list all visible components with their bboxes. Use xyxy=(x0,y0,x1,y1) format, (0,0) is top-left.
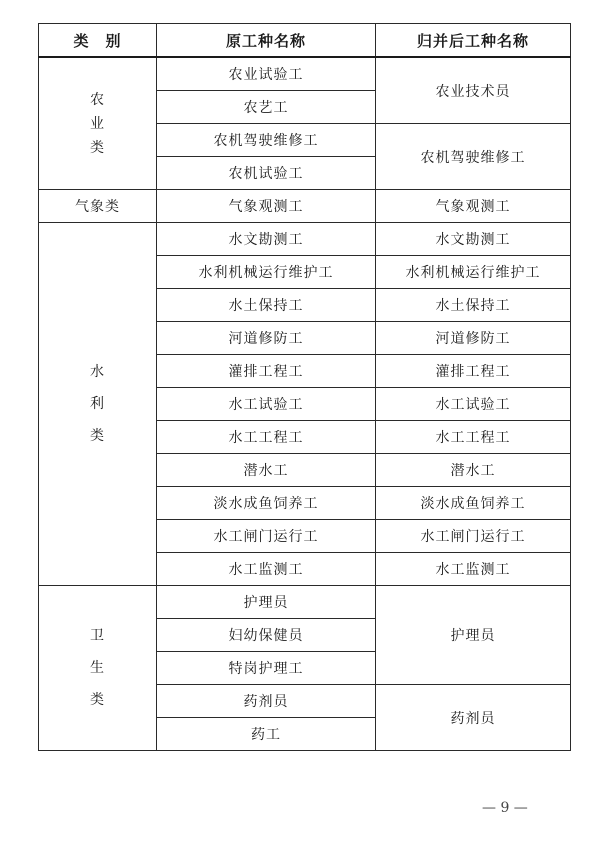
merged-name-cell: 淡水成鱼饲养工 xyxy=(376,487,571,520)
merged-name-cell: 河道修防工 xyxy=(376,322,571,355)
original-name-cell: 药剂员 xyxy=(157,685,376,718)
category-char: 利 xyxy=(90,396,105,412)
table-row xyxy=(39,223,571,256)
merged-name-cell: 药剂员 xyxy=(376,685,571,751)
page-number: — 9 — xyxy=(482,800,528,816)
merged-name-cell: 水工监测工 xyxy=(376,553,571,586)
category-health xyxy=(39,586,157,751)
category-char: 类 xyxy=(90,428,105,444)
original-name-cell: 水工闸门运行工 xyxy=(157,520,376,553)
header-original-name: 原工种名称 xyxy=(157,24,376,58)
original-name-cell: 水工试验工 xyxy=(157,388,376,421)
original-name-cell: 农业试验工 xyxy=(157,57,376,91)
original-name-cell: 农艺工 xyxy=(157,91,376,124)
category-char: 水 xyxy=(90,364,105,380)
original-name-cell: 农机试验工 xyxy=(157,157,376,190)
category-char: 类 xyxy=(90,139,105,156)
header-category: 类 别 xyxy=(39,24,157,58)
category-char: 农 xyxy=(90,91,105,108)
merged-name-cell: 农业技术员 xyxy=(376,57,571,124)
merged-name-cell: 水文勘测工 xyxy=(376,223,571,256)
original-name-cell: 水工监测工 xyxy=(157,553,376,586)
original-name-cell: 淡水成鱼饲养工 xyxy=(157,487,376,520)
original-name-cell: 农机驾驶维修工 xyxy=(157,124,376,157)
original-name-cell: 妇幼保健员 xyxy=(157,619,376,652)
merged-name-cell: 潜水工 xyxy=(376,454,571,487)
merged-name-cell: 气象观测工 xyxy=(376,190,571,223)
merged-name-cell: 水工闸门运行工 xyxy=(376,520,571,553)
original-name-cell: 护理员 xyxy=(157,586,376,619)
original-name-cell: 水土保持工 xyxy=(157,289,376,322)
job-title-merge-table xyxy=(38,23,571,751)
original-name-cell: 药工 xyxy=(157,718,376,751)
category-water-conservancy xyxy=(39,223,157,586)
header-merged-name: 归并后工种名称 xyxy=(376,24,571,58)
category-char: 类 xyxy=(90,692,105,708)
original-name-cell: 水文勘测工 xyxy=(157,223,376,256)
original-name-cell: 潜水工 xyxy=(157,454,376,487)
merged-name-cell: 灌排工程工 xyxy=(376,355,571,388)
category-meteorology: 气象类 xyxy=(39,190,157,223)
original-name-cell: 水利机械运行维护工 xyxy=(157,256,376,289)
category-char: 卫 xyxy=(90,628,105,644)
table-row xyxy=(39,190,571,223)
original-name-cell: 气象观测工 xyxy=(157,190,376,223)
merged-name-cell: 水工工程工 xyxy=(376,421,571,454)
original-name-cell: 水工工程工 xyxy=(157,421,376,454)
merged-name-cell: 护理员 xyxy=(376,586,571,685)
merged-name-cell: 水工试验工 xyxy=(376,388,571,421)
merged-name-cell: 水利机械运行维护工 xyxy=(376,256,571,289)
table-row xyxy=(39,586,571,619)
original-name-cell: 河道修防工 xyxy=(157,322,376,355)
table-header-row xyxy=(39,24,571,58)
category-char: 生 xyxy=(90,660,105,676)
table-row xyxy=(39,57,571,91)
original-name-cell: 特岗护理工 xyxy=(157,652,376,685)
original-name-cell: 灌排工程工 xyxy=(157,355,376,388)
merged-name-cell: 水土保持工 xyxy=(376,289,571,322)
category-char: 业 xyxy=(90,115,105,132)
merged-name-cell: 农机驾驶维修工 xyxy=(376,124,571,190)
category-agriculture xyxy=(39,57,157,190)
